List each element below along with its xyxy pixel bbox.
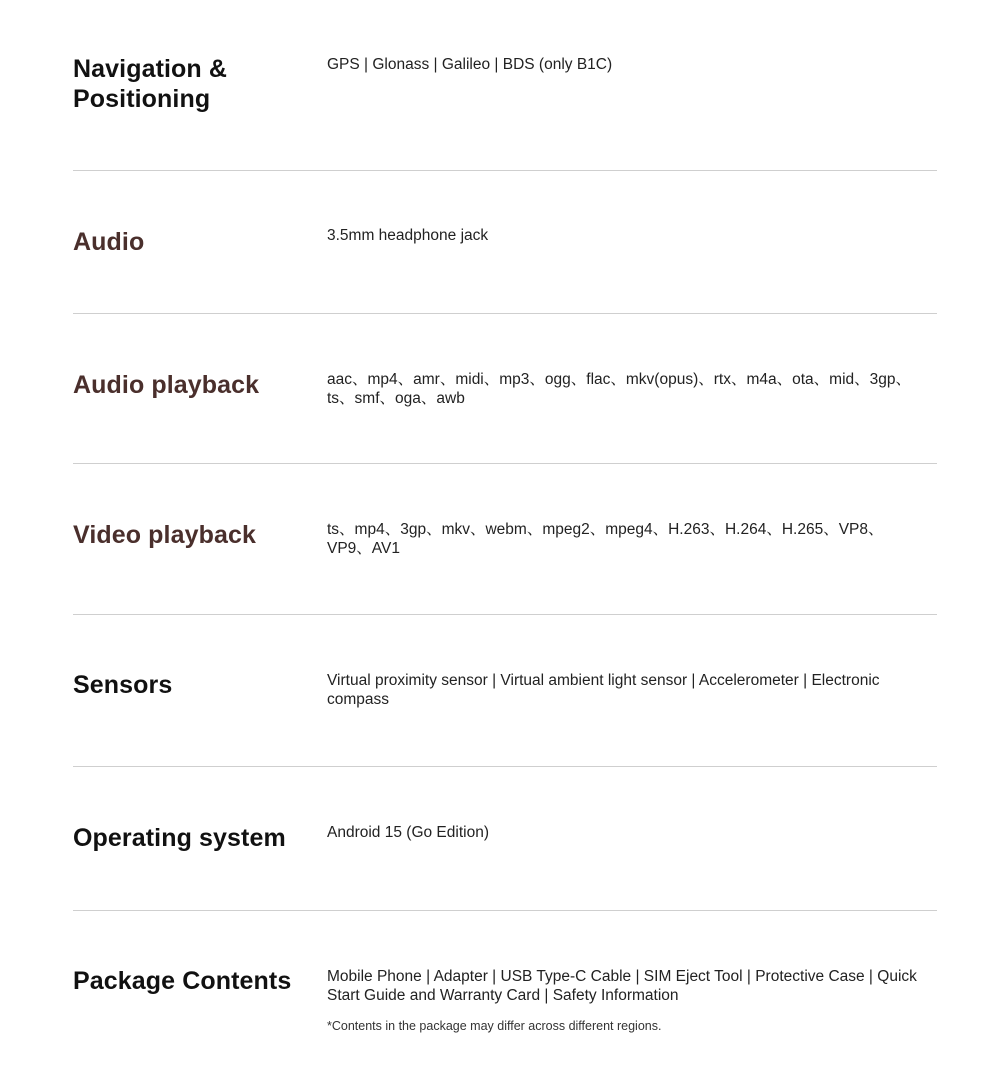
spec-row-sensors — [73, 615, 937, 767]
spec-label-package-contents: Package Contents — [73, 967, 292, 995]
spec-table — [73, 0, 937, 1091]
spec-label-operating-system: Operating system — [73, 824, 286, 852]
spec-row-operating-system — [73, 767, 937, 911]
spec-value-audio-playback: aac、mp4、amr、midi、mp3、ogg、flac、mkv(opus)、rtx、m4a、ota、mid、3gp、ts、smf、oga、awb — [327, 371, 911, 407]
package-contents-note: *Contents in the package may differ across different regions. — [327, 1019, 662, 1033]
spec-label-audio: Audio — [73, 228, 145, 256]
spec-value-navigation: GPS | Glonass | Galileo | BDS (only B1C) — [327, 56, 613, 73]
spec-row-audio — [73, 171, 937, 314]
spec-value-video-playback: ts、mp4、3gp、mkv、webm、mpeg2、mpeg4、H.263、H.264、H.265、VP8、VP9、AV1 — [327, 521, 884, 557]
spec-row-package-contents — [73, 911, 937, 1091]
spec-label-audio-playback: Audio playback — [73, 371, 260, 399]
spec-row-audio-playback — [73, 314, 937, 464]
spec-label-navigation: Navigation & Positioning — [73, 55, 227, 113]
spec-value-audio: 3.5mm headphone jack — [327, 227, 489, 244]
spec-row-navigation — [73, 0, 937, 171]
spec-value-operating-system: Android 15 (Go Edition) — [327, 824, 489, 841]
spec-label-sensors: Sensors — [73, 671, 173, 699]
spec-row-video-playback — [73, 464, 937, 615]
spec-value-package-contents: Mobile Phone | Adapter | USB Type-C Cable | SIM Eject Tool | Protective Case | Quick Start Guide and Warranty Card | Safety Information — [327, 968, 917, 1004]
spec-value-sensors: Virtual proximity sensor | Virtual ambient light sensor | Accelerometer | Electronic compass — [327, 672, 880, 708]
spec-label-video-playback: Video playback — [73, 521, 256, 549]
